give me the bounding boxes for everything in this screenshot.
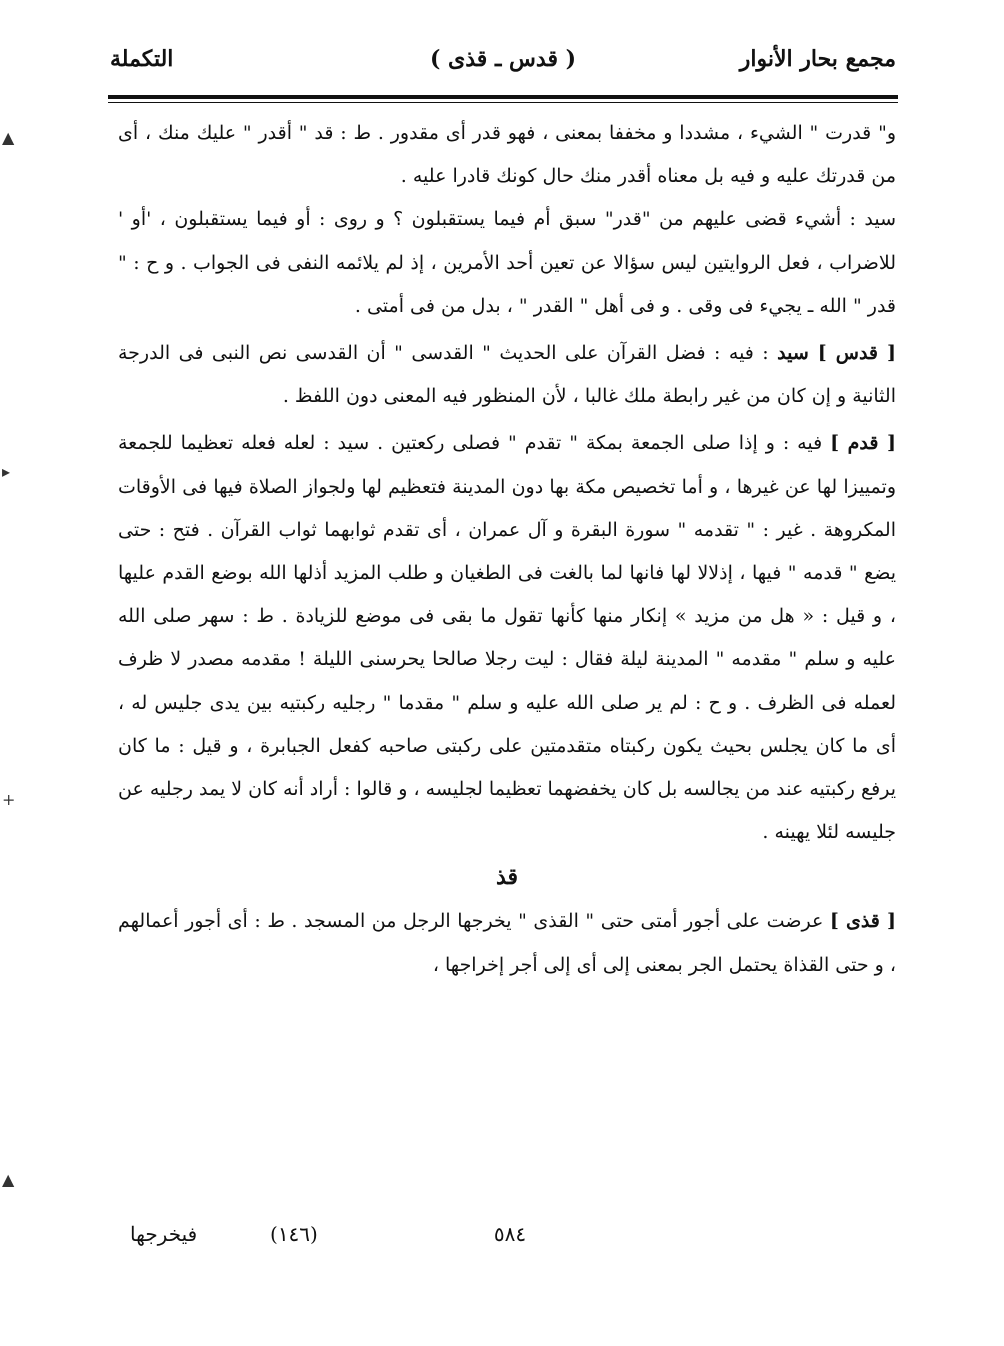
paragraph-text: و" قدرت " الشيء ، مشددا و مخففا بمعنى ، فهو قدر أى مقدور . ط : قد " أقدر " عليك منك ، أى من قدرتك عليه و فيه بل معناه أقدر منك حال كونك قادرا عليه . [118, 122, 896, 188]
section-label: التكملة [110, 46, 174, 72]
header-rule-thick [108, 95, 898, 99]
paragraph-qadar-1 [118, 112, 896, 198]
page-number: ٥٨٤ [493, 1222, 527, 1246]
entry-lemma: [ قدم ] [830, 432, 896, 455]
margin-mark: ▲ [2, 1170, 15, 1189]
catchword: فيخرجها [130, 1222, 198, 1246]
entry-lemma: [ قدس ] سيد [777, 342, 896, 365]
entry-qadam [118, 422, 896, 854]
margin-mark: ▲ [2, 128, 15, 147]
paragraph-text: فيه : و إذا صلى الجمعة بمكة " تقدم " فصلى ركعتين . سيد : لعله فعله تعظيما للجمعة وتمييزا لها عن غيرها ، و أما تخصيص مكة بها دون المدينة فتعظيم لها ولجواز الصلاة فيها فى الأوقات المكروهة . غير : " تقدمه " سورة البقرة و آل عمران ، أى تقدم ثوابهما ثواب القرآن . فتح : حتى يضع " قدمه " فيها ، إذلالا لها فانها لما بالغت فى الطغيان و طلب المزيد أذلها الله بوضع القدم عليها ، و قيل : « هل من مزيد » إنكار منها كأنها تقول ما بقى فى موضع للزيادة . ط : سهر صلى الله عليه و سلم " مقدمه " المدينة ليلة فقال : ليت رجلا صالحا يحرسنى الليلة ! مقدمه مصدر لا ظرف لعمله فى الظرف . و ح : لم ير صلى الله عليه و سلم " مقدما " رجليه ركبتيه بين يدى جليس له ، أى ما كان يجلس بحيث يكون ركبتاه متقدمتين على ركبتى صاحبه كفعل الجبابرة ، و قيل : ما كان يرفع ركبتيه عند من يجالسه بل كان يخفضهما تعظيما لجليسه ، و قالوا : أراد أنه كان لا يمد رجليه عن جليسه لئلا يهينه . [118, 432, 896, 844]
margin-mark: ▸ [2, 462, 11, 481]
entry-lemma: [ قذى ] [829, 910, 896, 933]
margin-mark: + [2, 790, 16, 809]
entry-range: ( قدس ـ قذى ) [429, 46, 577, 72]
header-rule-thin [108, 102, 898, 103]
paragraph-qadar-2 [118, 198, 896, 328]
book-title: مجمع بحار الأنوار [739, 46, 896, 72]
section-heading: قذ [495, 864, 519, 891]
page-body [118, 112, 896, 987]
page-footer [130, 1222, 890, 1258]
paragraph-text: : فيه : فضل القرآن على الحديث " القدسى " أن القدسى نص النبى فى الدرجة الثانية و إن كان من غير رابطة ملك غالبا ، لأن المنظور فيه المعنى دون اللفظ . [118, 342, 896, 408]
volume-page-number: (١٤٦) [270, 1222, 318, 1246]
page-header [110, 46, 896, 86]
entry-qads [118, 332, 896, 418]
paragraph-text: سيد : أشيء قضى عليهم من "قدر" سبق أم فيما يستقبلون ؟ و روى : أو فيما يستقبلون ، 'أو ' للاضراب ، فعل الروايتين ليس سؤالا عن تعين أحد الأمرين ، إذ لم يلائمه النفى فى الجواب . و ح : " قدر " الله ـ يجيء فى وقى . و فى أهل " القدر " ، بدل من فى أمتى . [118, 208, 896, 317]
entry-qadha [118, 900, 896, 986]
paragraph-text: عرضت على أجور أمتى حتى " القذى " يخرجها الرجل من المسجد . ط : أى أجور أعمالهم ، و حتى القذاة يحتمل الجر بمعنى إلى أى إلى أجر إخراجها ، [118, 910, 896, 976]
